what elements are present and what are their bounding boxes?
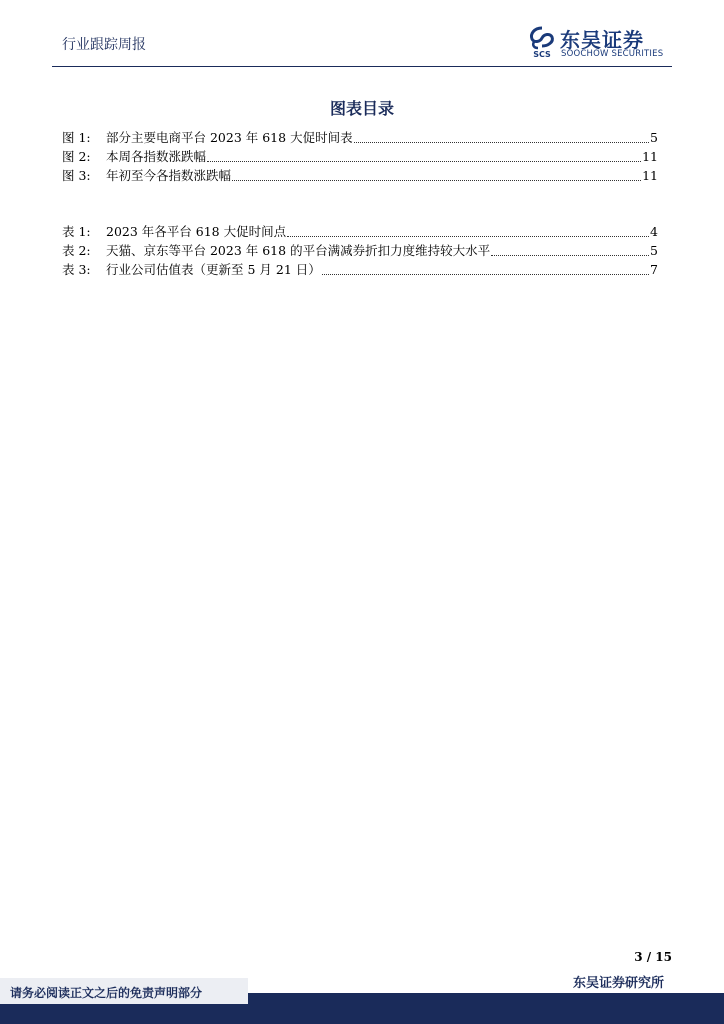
toc-leader-dots bbox=[491, 254, 649, 256]
toc-entry-page: 7 bbox=[650, 262, 658, 277]
report-category: 行业跟踪周报 bbox=[62, 37, 146, 53]
toc-entry-label: 表 1: bbox=[62, 224, 91, 239]
toc-entry[interactable] bbox=[62, 128, 658, 147]
toc-entry-label: 表 3: bbox=[62, 262, 91, 277]
toc-entry[interactable] bbox=[62, 260, 658, 279]
toc-entry[interactable] bbox=[62, 147, 658, 166]
toc-leader-dots bbox=[287, 235, 649, 237]
toc-title: 图表目录 bbox=[329, 99, 394, 118]
soochow-logo-icon bbox=[528, 26, 556, 60]
toc-entry-page: 5 bbox=[650, 243, 658, 258]
toc-entry[interactable] bbox=[62, 241, 658, 260]
toc-tables-list bbox=[62, 222, 658, 279]
toc-leader-dots bbox=[232, 179, 641, 181]
toc-entry-text: 2023 年各平台 618 大促时间点 bbox=[106, 224, 287, 239]
toc-leader-dots bbox=[207, 160, 641, 162]
toc-leader-dots bbox=[322, 273, 649, 275]
toc-entry-text: 天猫、京东等平台 2023 年 618 的平台满减券折扣力度维持较大水平 bbox=[106, 243, 491, 258]
toc-entry-page: 4 bbox=[650, 224, 658, 239]
toc-entry[interactable] bbox=[62, 166, 658, 185]
logo-mark-text: SCS bbox=[533, 50, 551, 59]
toc-entry-label: 图 1: bbox=[62, 130, 91, 145]
page-number: 3 / 15 bbox=[634, 950, 672, 964]
toc-entry-text: 部分主要电商平台 2023 年 618 大促时间表 bbox=[106, 130, 353, 145]
toc-entry[interactable] bbox=[62, 222, 658, 241]
toc-entry-text: 年初至今各指数涨跌幅 bbox=[106, 168, 232, 183]
toc-entry-text: 本周各指数涨跌幅 bbox=[106, 149, 207, 164]
toc-leader-dots bbox=[354, 141, 649, 143]
toc-figures-list bbox=[62, 128, 658, 185]
header-divider bbox=[52, 66, 672, 67]
disclaimer-notice: 请务必阅读正文之后的免责声明部分 bbox=[10, 986, 203, 1000]
logo-chinese-name: 东吴证券 bbox=[560, 28, 644, 52]
toc-entry-label: 图 3: bbox=[62, 168, 91, 183]
toc-entry-label: 图 2: bbox=[62, 149, 91, 164]
toc-entry-label: 表 2: bbox=[62, 243, 91, 258]
toc-entry-page: 5 bbox=[650, 130, 658, 145]
company-logo bbox=[528, 24, 678, 64]
toc-entry-page: 11 bbox=[642, 168, 658, 183]
toc-entry-page: 11 bbox=[642, 149, 658, 164]
footer-brand: 东吴证券研究所 bbox=[572, 976, 664, 991]
toc-entry-text: 行业公司估值表（更新至 5 月 21 日） bbox=[106, 262, 321, 277]
logo-english-name: SOOCHOW SECURITIES bbox=[561, 49, 664, 59]
